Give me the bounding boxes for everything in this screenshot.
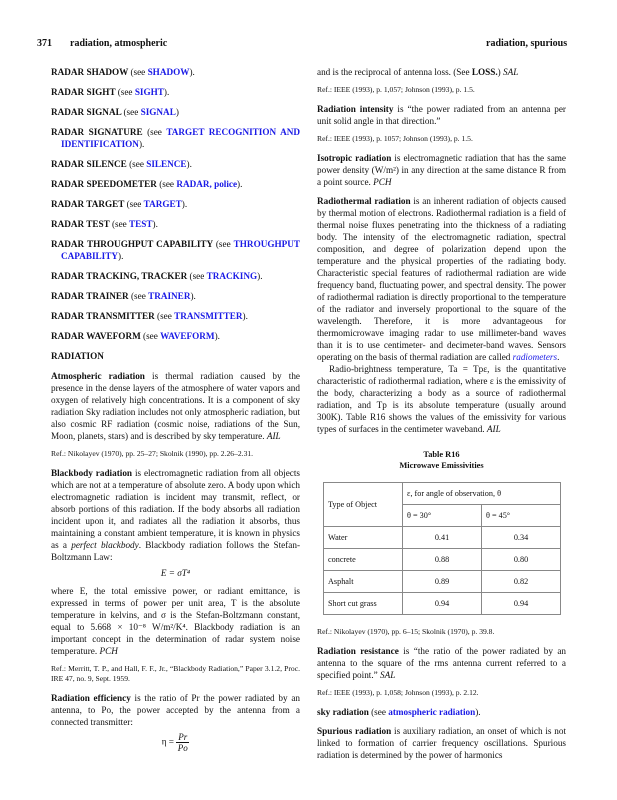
entry-term: RADAR TRANSMITTER bbox=[51, 311, 155, 321]
see-suffix: ). bbox=[138, 139, 145, 149]
left-column bbox=[51, 66, 300, 759]
efficiency-cont-end: ) bbox=[497, 67, 504, 77]
see-entry bbox=[51, 106, 300, 118]
entry-term: RADAR TARGET bbox=[51, 199, 125, 209]
sky-pre: (see bbox=[368, 707, 389, 717]
sky-post: ). bbox=[475, 707, 481, 717]
table-row bbox=[324, 571, 561, 593]
cell-30: 0.89 bbox=[403, 571, 482, 593]
table-header-row bbox=[324, 483, 561, 505]
see-suffix: ) bbox=[175, 107, 179, 117]
paragraph-resistance bbox=[317, 645, 566, 681]
radiothermal-text: is an inherent radiation of objects caused by thermal motion of electrons. Radiothermal radiation is a field of thermal noise fluxes penetrating into the thickness of a radiating body. The intensity of the electromagnetic radiation, spectral composition, and degree of polarization depend upon the temperature and the physical properties of the radiating body. Characteristic special features of radiothermal radiation are wide frequency band, fluctuating power, and spectral density. The power of radiothermal radiation is directly proportional to the temperature of the radiator and inversely proportional to the square of the wavelength. Therefore, it is more advantageous for thermomicrowave imaging radar to use millimeter-band waves than it is to use centimeter- and decimeter-band waves. Sensors operating on the basis of thermal radiation are called bbox=[317, 196, 566, 362]
equation-efficiency bbox=[51, 732, 300, 753]
isotropic-text: is electromagnetic radiation that has the same power density (W/m²) in any direction at the same distance R from a point source. bbox=[317, 153, 566, 187]
cross-reference-link[interactable]: TRANSMITTER bbox=[174, 311, 243, 321]
paragraph-brightness bbox=[317, 363, 566, 435]
see-entry bbox=[51, 218, 300, 230]
see-entry bbox=[51, 178, 300, 190]
term-resistance: Radiation resistance bbox=[317, 646, 399, 656]
see-prefix: (see bbox=[147, 127, 167, 137]
see-prefix: (see bbox=[143, 331, 161, 341]
header-30: θ = 30° bbox=[403, 505, 482, 527]
running-head-right: radiation, spurious bbox=[486, 38, 568, 49]
term-radiothermal: Radiothermal radiation bbox=[317, 196, 411, 206]
cell-30: 0.41 bbox=[403, 527, 482, 549]
see-entry bbox=[51, 310, 300, 322]
entry-term: RADAR SIGNATURE bbox=[51, 127, 143, 137]
entry-term: RADAR SILENCE bbox=[51, 159, 127, 169]
emissivity-table bbox=[323, 482, 561, 615]
cross-reference-link[interactable]: WAVEFORM bbox=[160, 331, 215, 341]
see-suffix: ). bbox=[186, 159, 192, 169]
see-entry bbox=[51, 86, 300, 98]
see-entry bbox=[51, 330, 300, 342]
entry-term: RADAR SIGHT bbox=[51, 87, 116, 97]
term-atmospheric: Atmospheric radiation bbox=[51, 371, 145, 381]
see-prefix: (see bbox=[215, 239, 234, 249]
term-isotropic: Isotropic radiation bbox=[317, 153, 392, 163]
header-45: θ = 45° bbox=[481, 505, 560, 527]
table-subtitle: Microwave Emissivities bbox=[399, 461, 484, 470]
cell-name: Water bbox=[324, 527, 403, 549]
see-suffix: ). bbox=[237, 179, 243, 189]
table-row bbox=[324, 593, 561, 615]
cross-reference-link[interactable]: TRAINER bbox=[148, 291, 191, 301]
see-entry bbox=[51, 290, 300, 302]
radiothermal-end: . bbox=[557, 352, 560, 362]
paragraph-atmospheric bbox=[51, 370, 300, 442]
paragraph-radiothermal bbox=[317, 195, 566, 363]
header-type: Type of Object bbox=[324, 483, 403, 527]
efficiency-text: is the ratio of Pr the power radiated by an antenna, to Po, the power accepted by the antenna from a connected transmitter: bbox=[51, 693, 300, 727]
see-suffix: ). bbox=[118, 251, 124, 261]
see-entry bbox=[51, 238, 300, 262]
author-initials: AIL bbox=[486, 424, 501, 434]
cross-reference-link[interactable]: TRACKING bbox=[206, 271, 258, 281]
table-row bbox=[324, 527, 561, 549]
entry-term: RADAR TRAINER bbox=[51, 291, 129, 301]
reference: Ref.: Merritt, T. P., and Hall, F. F., Jr., “Blackbody Radiation,” Paper 3.1.2, Proc. IRE 47, no. 9, Sept. 1959. bbox=[51, 664, 300, 683]
cross-reference-link[interactable]: THROUGHPUT CAPABILITY bbox=[61, 239, 301, 261]
blackbody-text-2: . Blackbody radiation follows the Stefan-Boltzmann Law: bbox=[51, 540, 301, 562]
section-heading: RADIATION bbox=[51, 351, 104, 361]
see-entry bbox=[51, 126, 300, 150]
cross-reference-link[interactable]: SIGHT bbox=[134, 87, 164, 97]
entry-term: RADAR TEST bbox=[51, 219, 110, 229]
cell-45: 0.80 bbox=[481, 549, 560, 571]
author-initials: PCH bbox=[99, 646, 118, 656]
see-prefix: (see bbox=[123, 107, 141, 117]
see-prefix: (see bbox=[159, 179, 177, 189]
fraction-denominator: Po bbox=[177, 743, 188, 753]
cell-name: Short cut grass bbox=[324, 593, 403, 615]
entry-term: RADAR THROUGHPUT CAPABILITY bbox=[51, 239, 213, 249]
paragraph-efficiency bbox=[51, 692, 300, 728]
entry-term: RADAR SHADOW bbox=[51, 67, 129, 77]
see-entry bbox=[51, 158, 300, 170]
cell-45: 0.34 bbox=[481, 527, 560, 549]
see-suffix: ). bbox=[242, 311, 248, 321]
cross-reference-link[interactable]: TARGET RECOGNITION AND IDENTIFICATION bbox=[61, 127, 300, 149]
reference: Ref.: IEEE (1993), p. 1,057; Johnson (1993), p. 1.5. bbox=[317, 85, 475, 94]
paragraph-spurious bbox=[317, 725, 566, 761]
paragraph-intensity bbox=[317, 103, 566, 127]
cross-reference-link[interactable]: SHADOW bbox=[147, 67, 190, 77]
entry-term: RADAR WAVEFORM bbox=[51, 331, 141, 341]
equation-stefan-boltzmann: E = σT⁴ bbox=[160, 568, 191, 578]
author-initials: PCH bbox=[373, 177, 392, 187]
cell-name: concrete bbox=[324, 549, 403, 571]
cell-name: Asphalt bbox=[324, 571, 403, 593]
author-initials: AIL bbox=[266, 431, 281, 441]
see-prefix: (see bbox=[117, 87, 135, 97]
term-spurious: Spurious radiation bbox=[317, 726, 392, 736]
see-suffix: ). bbox=[214, 331, 220, 341]
intensity-text: is “the power radiated from an antenna per unit solid angle in that direction.” bbox=[317, 104, 566, 126]
radiometers-link[interactable]: radiometers bbox=[512, 352, 558, 362]
equation-fraction bbox=[176, 732, 189, 753]
see-prefix: (see bbox=[126, 199, 144, 209]
see-suffix: ). bbox=[189, 67, 195, 77]
reference: Ref.: IEEE (1993), p. 1057; Johnson (1993), p. 1.5. bbox=[317, 134, 473, 143]
spurious-text: is auxiliary radiation, an onset of which is not linked to formation of carrier frequency oscillations. Spurious radiation is determined by the power of harmonics bbox=[317, 726, 566, 760]
see-prefix: (see bbox=[111, 219, 130, 229]
running-head-left: radiation, atmospheric bbox=[70, 38, 168, 49]
author-initials: SAL bbox=[503, 67, 519, 77]
see-suffix: ). bbox=[181, 199, 188, 209]
table-row bbox=[324, 549, 561, 571]
see-prefix: (see bbox=[129, 159, 147, 169]
cell-45: 0.94 bbox=[481, 593, 560, 615]
efficiency-cont-text: and is the reciprocal of antenna loss. (See bbox=[317, 67, 472, 77]
see-prefix: (see bbox=[189, 271, 207, 281]
term-sky: sky radiation bbox=[317, 707, 369, 717]
cross-reference-link[interactable]: SILENCE bbox=[146, 159, 187, 169]
term-efficiency: Radiation efficiency bbox=[51, 693, 131, 703]
paragraph-blackbody-cont bbox=[51, 585, 300, 657]
term-intensity: Radiation intensity bbox=[317, 104, 394, 114]
cross-reference-loss[interactable]: LOSS. bbox=[471, 67, 498, 77]
reference: Ref.: Nikolayev (1970), pp. 25–27; Skolnik (1990), pp. 2.26–2.31. bbox=[51, 449, 254, 458]
reference: Ref.: IEEE (1993), p. 1,058; Johnson (1993), p. 2.12. bbox=[317, 688, 479, 697]
fraction-numerator: Pr bbox=[178, 732, 188, 742]
see-prefix: (see bbox=[130, 291, 149, 301]
header-group: ε, for angle of observation, θ bbox=[403, 483, 561, 505]
cell-30: 0.88 bbox=[403, 549, 482, 571]
see-prefix: (see bbox=[130, 67, 148, 77]
blackbody-italic: perfect blackbody bbox=[71, 540, 139, 550]
blackbody-text-3: where E, the total emissive power, or radiant emittance, is expressed in terms of power per unit area, T is the absolute temperature in kelvins, and σ is the Stefan-Boltzmann constant, equal to 5.668 × 10⁻⁸ W/m²/K⁴. Blackbody radiation is an important concept in the determination of radar system noise temperature. bbox=[51, 586, 300, 656]
paragraph-sky bbox=[317, 706, 566, 718]
brightness-text: Radio-brightness temperature, Ta = Tpε, is the quantitative characteristic of radiothermal radiation, where ε is the emissivity of the body, characterizing a body as a source of radiothermal radiation, and Tp is its absolute temperature (usually around 300K). Table R16 shows the values of the emissivity for various types of surfaces in the centimeter waveband. bbox=[317, 364, 566, 434]
entry-term: RADAR TRACKING, TRACKER bbox=[51, 271, 188, 281]
see-entry bbox=[51, 66, 300, 78]
cross-reference-link[interactable]: TEST bbox=[129, 219, 153, 229]
see-suffix: ). bbox=[190, 291, 196, 301]
page-number: 371 bbox=[37, 38, 52, 49]
author-initials: SAL bbox=[380, 670, 396, 680]
cell-45: 0.82 bbox=[481, 571, 560, 593]
see-prefix: (see bbox=[157, 311, 175, 321]
cross-reference-link[interactable]: atmospheric radiation bbox=[388, 707, 476, 717]
paragraph-isotropic bbox=[317, 152, 566, 188]
see-entry bbox=[51, 198, 300, 210]
table-title: Table R16 bbox=[423, 450, 460, 459]
see-entry bbox=[51, 270, 300, 282]
cross-reference-link[interactable]: SIGNAL bbox=[140, 107, 176, 117]
atmospheric-text: is thermal radiation caused by the presence in the dense layers of the atmosphere of water vapors and oxygen of relatively high concentrations. It is a component of sky radiation Sky radiation includes not only atmospheric radiation, but also cosmic RF radiation (cosmic noise, radiations of the Sun, Moon, planets, stars) and is described by sky temperature. bbox=[51, 371, 300, 441]
right-column bbox=[317, 66, 566, 768]
entry-term: RADAR SPEEDOMETER bbox=[51, 179, 157, 189]
entry-term: RADAR SIGNAL bbox=[51, 107, 122, 117]
blackbody-text: is electromagnetic radiation from all objects which are not at a temperature of absolute zero. A body upon which electromagnetic radiation is incident may transmit, reflect, or absorb portions of this radiation. If the body absorbs all radiation incident upon it, and radiates all the radiation it absorbs, thus maintaining a constant ambient temperature, it is known in physics as a bbox=[51, 468, 300, 550]
equation-lhs: η = bbox=[161, 736, 174, 747]
paragraph-efficiency-cont bbox=[317, 66, 566, 78]
see-suffix: ). bbox=[257, 271, 263, 281]
cell-30: 0.94 bbox=[403, 593, 482, 615]
cross-reference-link[interactable]: RADAR, police bbox=[176, 179, 238, 189]
cross-reference-link[interactable]: TARGET bbox=[143, 199, 182, 209]
resistance-text: is “the ratio of the power radiated by an antenna to the square of the rms antenna current referred to a specified point.” bbox=[317, 646, 566, 680]
paragraph-blackbody bbox=[51, 467, 300, 563]
reference: Ref.: Nikolayev (1970), pp. 6–15; Skolnik (1970), p. 39.8. bbox=[317, 627, 495, 636]
term-blackbody: Blackbody radiation bbox=[51, 468, 133, 478]
see-suffix: ). bbox=[163, 87, 170, 97]
see-suffix: ). bbox=[152, 219, 158, 229]
